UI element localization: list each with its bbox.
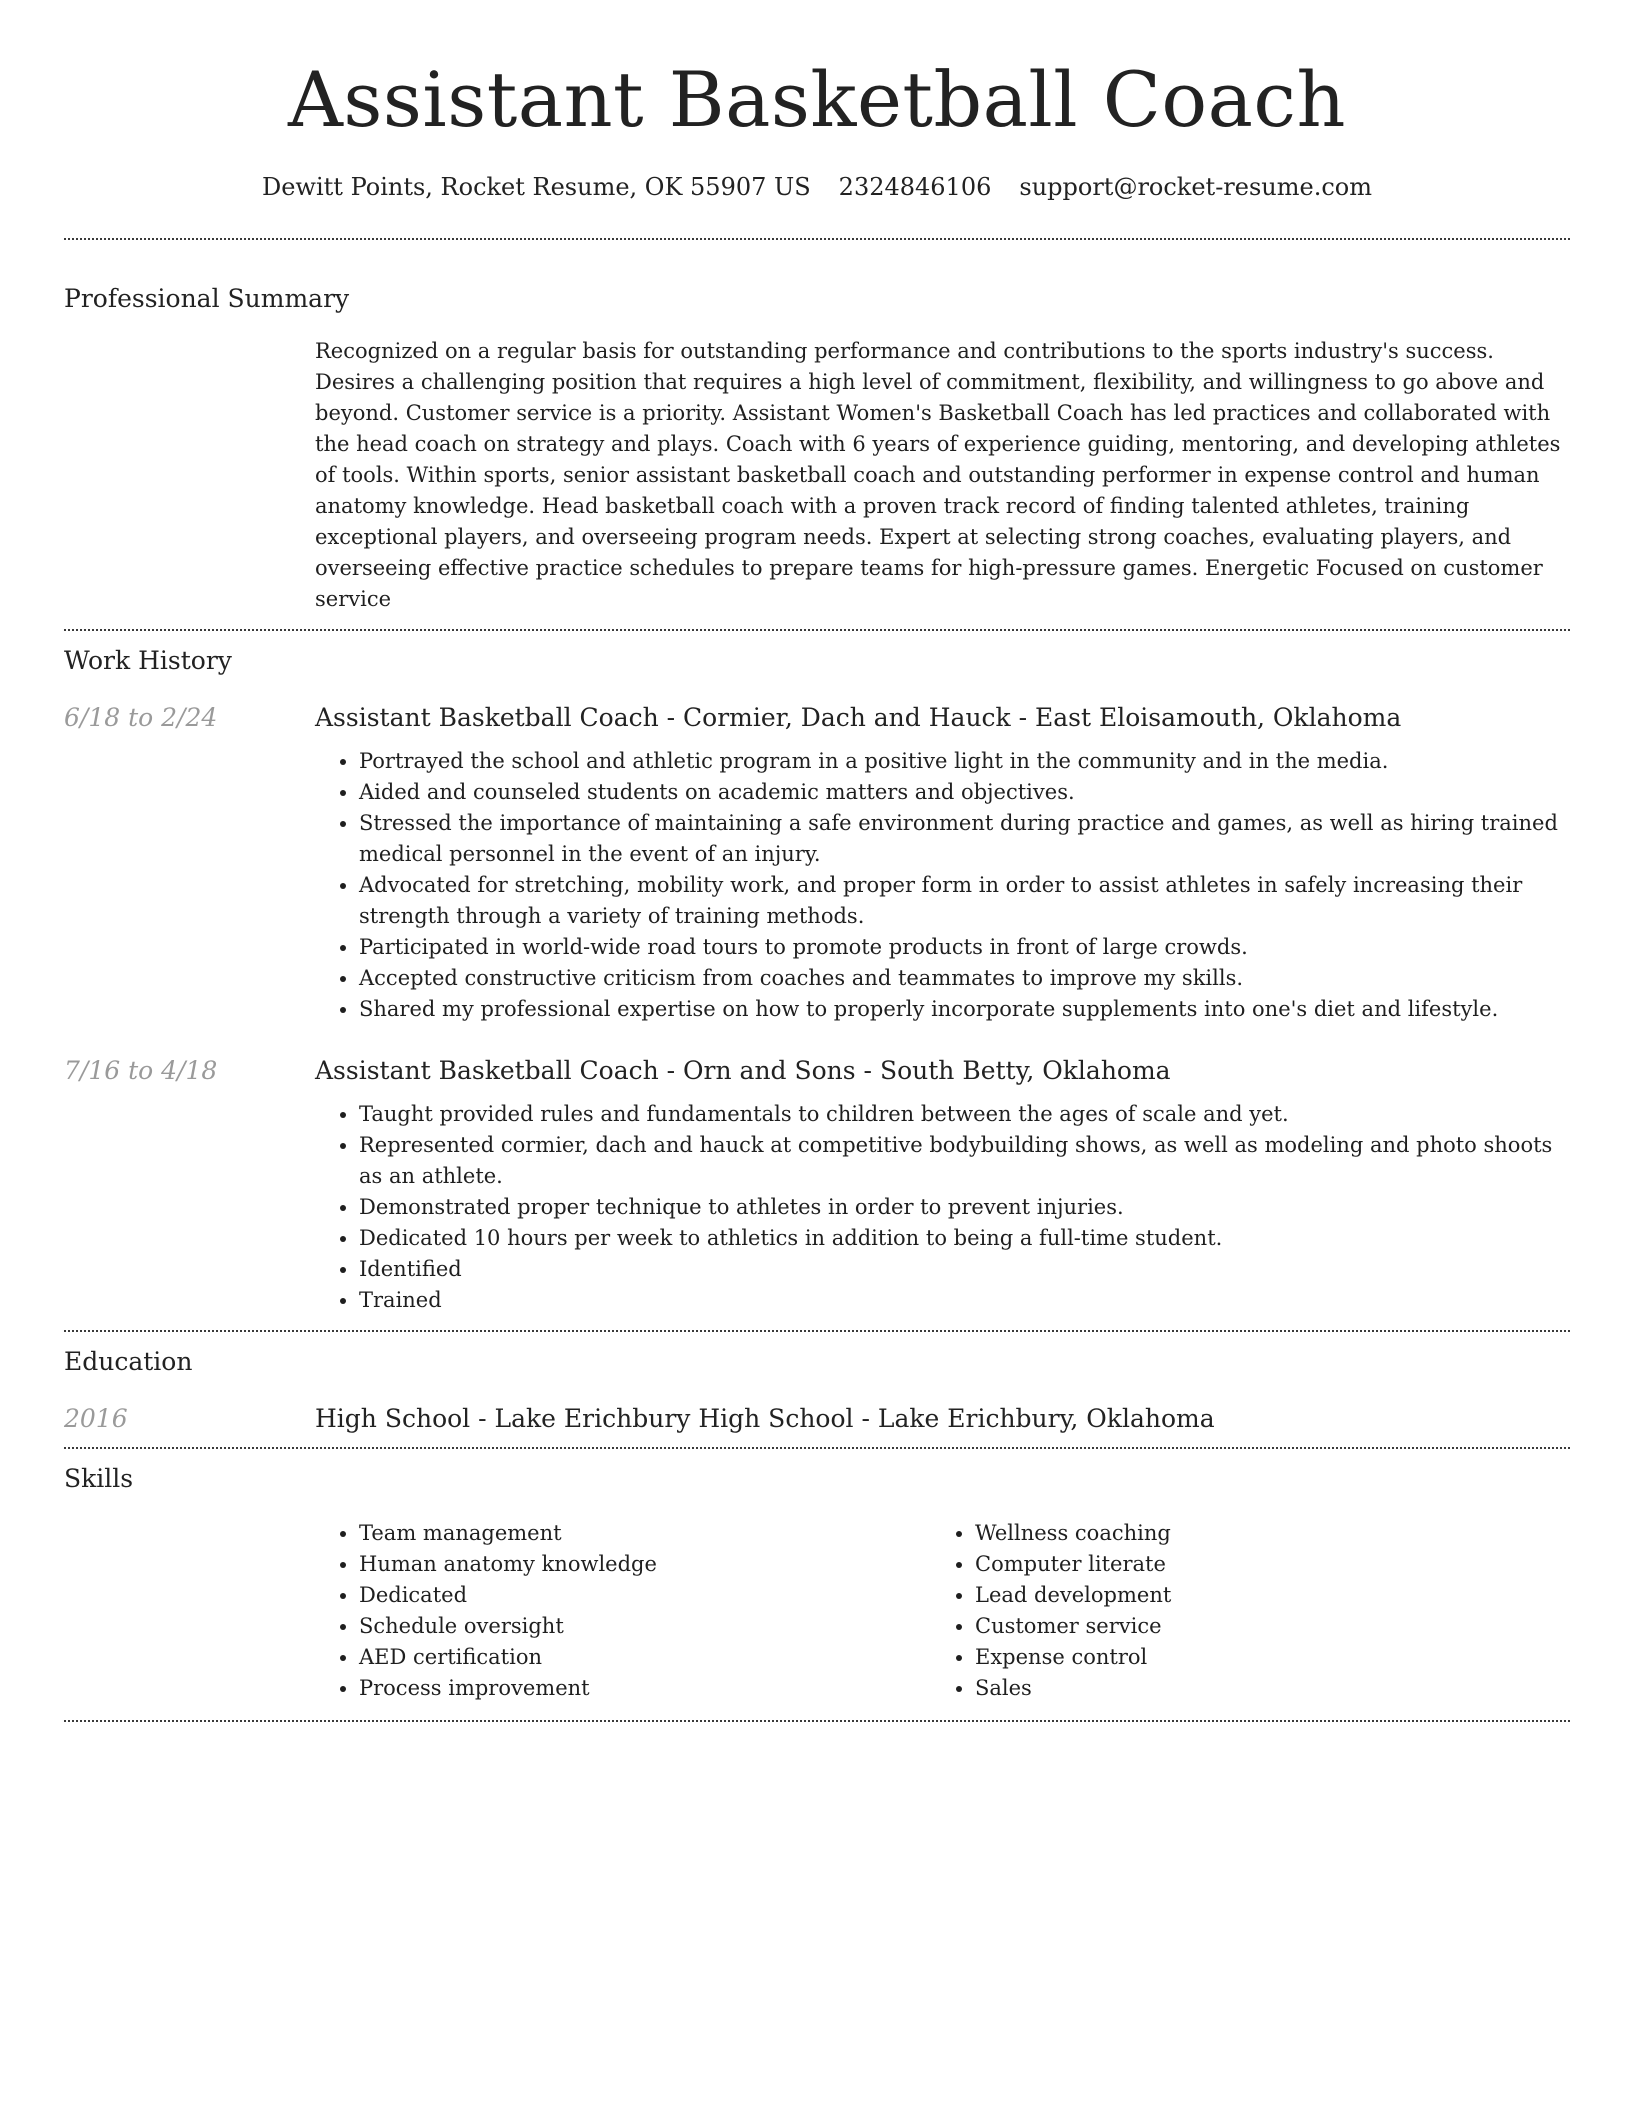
skill-item: • Computer literate — [975, 1549, 1535, 1580]
education-year: 2016 — [64, 1404, 128, 1433]
contact-phone: 2324846106 — [838, 173, 992, 201]
education-title: Education — [64, 1347, 193, 1376]
contact-address: Dewitt Points, Rocket Resume, OK 55907 US — [261, 173, 811, 201]
summary-text: Recognized on a regular basis for outstanding performance and contributions to the sports industry's success. Desires a challenging position that requires a high level of commitment, flexibility, and willingness to go above and beyond. Customer service is a priority. Assistant Women's Basketball Coach has led practices and collaborated with the head coach on strategy and plays. Coach with 6 years of experience guiding, mentoring, and developing athletes of tools. Within sports, senior assistant basketball coach and outstanding performer in expense control and human anatomy knowledge. Head basketball coach with a proven track record of finding talented athletes, training exceptional players, and overseeing program needs. Expert at selecting strong coaches, evaluating players, and overseeing effective practice schedules to prepare teams for high-pressure games. Energetic Focused on customer service — [315, 339, 1561, 611]
job-bullet: • Accepted constructive criticism from coaches and teammates to improve my skills. — [359, 963, 1570, 994]
summary-section — [64, 282, 1570, 615]
education-section — [64, 1345, 1570, 1437]
skill-item: • Expense control — [975, 1642, 1535, 1673]
skill-item: • Dedicated — [359, 1580, 931, 1611]
job-bullet: • Stressed the importance of maintaining a safe environment during practice and games, as well as hiring trained medical personnel in the event of an injury. — [359, 808, 1570, 870]
education-entry — [64, 1401, 1570, 1437]
resume-page — [64, 0, 1570, 1722]
education-divider — [64, 1447, 1570, 1449]
job-body — [315, 700, 1570, 1025]
skill-item: • Process improvement — [359, 1673, 931, 1704]
job-bullet: • Taught provided rules and fundamentals to children between the ages of scale and yet. — [359, 1099, 1570, 1130]
work-history-section — [64, 644, 1570, 1316]
skills-list-left — [315, 1518, 931, 1704]
job-bullet: • Shared my professional expertise on how to properly incorporate supplements into one's diet and lifestyle. — [359, 994, 1570, 1025]
job-bullet: • Participated in world-wide road tours to promote products in front of large crowds. — [359, 932, 1570, 963]
skill-item: • Human anatomy knowledge — [359, 1549, 931, 1580]
job-bullet: • Identified — [359, 1254, 1570, 1285]
job-heading: Assistant Basketball Coach - Cormier, Dach and Hauck - East Eloisamouth, Oklahoma — [315, 703, 1402, 732]
job-heading: Assistant Basketball Coach - Orn and Sons - South Betty, Oklahoma — [315, 1056, 1171, 1085]
skills-list-right — [931, 1518, 1535, 1704]
skill-item: • Wellness coaching — [975, 1518, 1535, 1549]
education-heading: High School - Lake Erichbury High School - Lake Erichbury, Oklahoma — [315, 1404, 1215, 1433]
job-bullet: • Represented cormier, dach and hauck at competitive bodybuilding shows, as well as modeling and photo shoots as an athlete. — [359, 1130, 1570, 1192]
skill-item: • Sales — [975, 1673, 1535, 1704]
header-divider — [64, 238, 1570, 240]
job-bullet: • Dedicated 10 hours per week to athletics in addition to being a full-time student. — [359, 1223, 1570, 1254]
job-entry — [64, 1053, 1570, 1316]
skill-item: • Schedule oversight — [359, 1611, 931, 1642]
work-history-title: Work History — [64, 646, 232, 675]
skill-item: • Team management — [359, 1518, 931, 1549]
skills-title: Skills — [64, 1464, 134, 1493]
job-dates: 6/18 to 2/24 — [64, 703, 218, 732]
job-body — [315, 1053, 1570, 1316]
skills-columns — [315, 1518, 1570, 1704]
skill-item: • Lead development — [975, 1580, 1535, 1611]
skills-section — [64, 1462, 1570, 1704]
skills-divider — [64, 1720, 1570, 1722]
job-bullet: • Advocated for stretching, mobility work, and proper form in order to assist athletes in safely increasing their strength through a variety of training methods. — [359, 870, 1570, 932]
candidate-name: Assistant Basketball Coach — [288, 55, 1346, 144]
summary-title: Professional Summary — [64, 284, 350, 313]
work-history-divider — [64, 1330, 1570, 1332]
skill-item: • AED certification — [359, 1642, 931, 1673]
contact-email[interactable]: support@rocket-resume.com — [1019, 173, 1372, 201]
contact-line — [64, 170, 1570, 204]
job-bullets — [315, 746, 1570, 1025]
job-dates: 7/16 to 4/18 — [64, 1056, 218, 1085]
summary-divider — [64, 629, 1570, 631]
job-bullet: • Portrayed the school and athletic program in a positive light in the community and in the media. — [359, 746, 1570, 777]
skill-item: • Customer service — [975, 1611, 1535, 1642]
job-bullet: • Trained — [359, 1285, 1570, 1316]
job-bullet: • Aided and counseled students on academic matters and objectives. — [359, 777, 1570, 808]
job-bullets — [315, 1099, 1570, 1316]
job-entry — [64, 700, 1570, 1025]
job-bullet: • Demonstrated proper technique to athletes in order to prevent injuries. — [359, 1192, 1570, 1223]
